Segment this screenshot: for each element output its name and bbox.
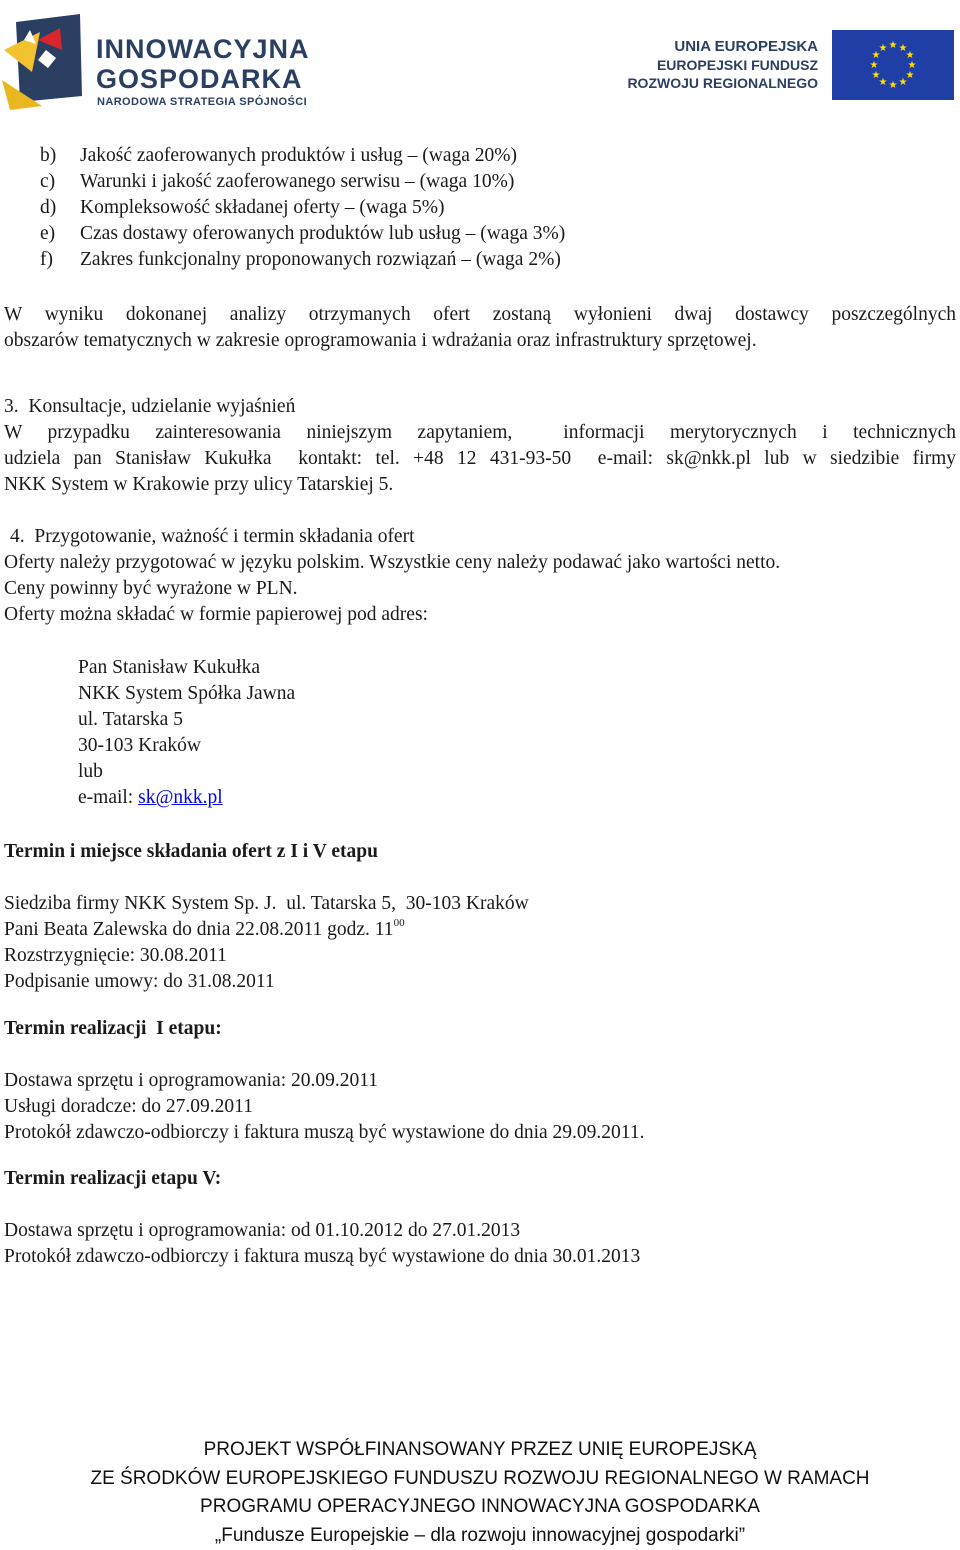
address-name: Pan Stanisław Kukułka xyxy=(78,655,260,681)
svg-text:★: ★ xyxy=(870,60,879,71)
svg-text:★: ★ xyxy=(906,50,915,61)
deadline-line4: Podpisanie umowy: do 31.08.2011 xyxy=(4,969,275,995)
svg-text:★: ★ xyxy=(889,40,898,51)
svg-text:★: ★ xyxy=(899,77,908,88)
criteria-text: Zakres funkcjonalny proponowanych rozwiązań – (waga 2%) xyxy=(80,249,561,270)
address-email-row xyxy=(78,785,223,811)
analysis-line1: W wyniku dokonanej analizy otrzymanych ofert zostaną wyłonieni dwaj dostawcy poszczególnych xyxy=(4,302,956,328)
criteria-letter: e) xyxy=(40,223,80,245)
logo-ig-line2: GOSPODARKA xyxy=(96,64,303,95)
innowacyjna-gospodarka-logo xyxy=(2,10,342,110)
address-or: lub xyxy=(78,759,103,785)
criteria-item-f xyxy=(40,249,561,271)
section3-line1: W przypadku zainteresowania niniejszym zapytaniem, informacji merytorycznych i technicznych xyxy=(4,420,956,446)
svg-text:★: ★ xyxy=(908,60,917,71)
innowacyjna-gospodarka-emblem-icon xyxy=(2,10,88,110)
section4-line2: Ceny powinny być wyrażone w PLN. xyxy=(4,576,298,602)
deadline-line3: Rozstrzygnięcie: 30.08.2011 xyxy=(4,943,227,969)
criteria-text: Jakość zaoferowanych produktów i usług – (waga 20%) xyxy=(80,145,517,166)
analysis-line2: obszarów tematycznych w zakresie oprogramowania i wdrażania oraz infrastruktury sprzętowej. xyxy=(4,328,757,354)
criteria-letter: f) xyxy=(40,249,80,271)
stage1-line2: Usługi doradcze: do 27.09.2011 xyxy=(4,1094,253,1120)
criteria-item-d xyxy=(40,197,444,219)
footer-line1: PROJEKT WSPÓŁFINANSOWANY PRZEZ UNIĘ EUROPEJSKĄ xyxy=(0,1436,960,1465)
svg-text:★: ★ xyxy=(879,77,888,88)
deadline-line2-row xyxy=(4,917,405,943)
stage5-heading: Termin realizacji etapu V: xyxy=(4,1166,221,1192)
svg-text:★: ★ xyxy=(872,70,881,81)
svg-text:★: ★ xyxy=(889,80,898,91)
footer-line4: „Fundusze Europejskie – dla rozwoju innowacyjnej gospodarki” xyxy=(0,1522,960,1550)
footer-line2: ZE ŚRODKÓW EUROPEJSKIEGO FUNDUSZU ROZWOJU REGIONALNEGO W RAMACH xyxy=(0,1465,960,1494)
footer-line3: PROGRAMU OPERACYJNEGO INNOWACYJNA GOSPODARKA xyxy=(0,1493,960,1522)
svg-text:★: ★ xyxy=(872,50,881,61)
address-street: ul. Tatarska 5 xyxy=(78,707,183,733)
criteria-text: Czas dostawy oferowanych produktów lub usług – (waga 3%) xyxy=(80,223,565,244)
page-footer xyxy=(0,1436,960,1550)
deadline-line2-sup: 00 xyxy=(394,917,405,929)
criteria-item-c xyxy=(40,171,514,193)
section4-heading: 4. Przygotowanie, ważność i termin składania ofert xyxy=(10,524,415,550)
section4-line1: Oferty należy przygotować w języku polskim. Wszystkie ceny należy podawać jako wartości netto. xyxy=(4,550,780,576)
deadline-line1: Siedziba firmy NKK System Sp. J. ul. Tatarska 5, 30-103 Kraków xyxy=(4,891,529,917)
eu-logo-line2: EUROPEJSKI FUNDUSZ xyxy=(657,57,818,73)
address-company: NKK System Spółka Jawna xyxy=(78,681,295,707)
criteria-item-e xyxy=(40,223,565,245)
logo-ig-line1: INNOWACYJNA xyxy=(96,34,310,65)
eu-logo xyxy=(612,30,954,102)
section4-line3: Oferty można składać w formie papierowej pod adres: xyxy=(4,602,428,628)
stage1-heading: Termin realizacji I etapu: xyxy=(4,1016,222,1042)
logo-ig-line3: NARODOWA STRATEGIA SPÓJNOŚCI xyxy=(97,96,307,108)
svg-text:★: ★ xyxy=(899,43,908,54)
eu-logo-line1: UNIA EUROPEJSKA xyxy=(674,38,818,55)
criteria-text: Kompleksowość składanej oferty – (waga 5%) xyxy=(80,197,444,218)
section3-heading: 3. Konsultacje, udzielanie wyjaśnień xyxy=(4,394,295,420)
deadline-heading: Termin i miejsce składania ofert z I i V etapu xyxy=(4,839,378,865)
eu-logo-line3: ROZWOJU REGIONALNEGO xyxy=(627,75,818,91)
address-city: 30-103 Kraków xyxy=(78,733,201,759)
criteria-text: Warunki i jakość zaoferowanego serwisu – (waga 10%) xyxy=(80,171,514,192)
criteria-letter: c) xyxy=(40,171,80,193)
section3-line3: NKK System w Krakowie przy ulicy Tatarskiej 5. xyxy=(4,472,393,498)
stage5-line1: Dostawa sprzętu i oprogramowania: od 01.10.2012 do 27.01.2013 xyxy=(4,1218,520,1244)
criteria-letter: d) xyxy=(40,197,80,219)
section3-line2: udziela pan Stanisław Kukułka kontakt: tel. +48 12 431-93-50 e-mail: sk@nkk.pl lub w siedzibie firmy xyxy=(4,446,956,472)
stage1-line3: Protokół zdawczo-odbiorczy i faktura muszą być wystawione do dnia 29.09.2011. xyxy=(4,1120,644,1146)
svg-text:★: ★ xyxy=(906,70,915,81)
stage5-line2: Protokół zdawczo-odbiorczy i faktura muszą być wystawione do dnia 30.01.2013 xyxy=(4,1244,640,1270)
criteria-item-b xyxy=(40,145,517,167)
svg-text:★: ★ xyxy=(879,43,888,54)
criteria-letter: b) xyxy=(40,145,80,167)
email-link[interactable]: sk@nkk.pl xyxy=(138,787,223,808)
stage1-line1: Dostawa sprzętu i oprogramowania: 20.09.2011 xyxy=(4,1068,378,1094)
eu-flag-icon xyxy=(832,30,954,100)
deadline-line2: Pani Beata Zalewska do dnia 22.08.2011 godz. 11 xyxy=(4,919,394,940)
address-email-label: e-mail: xyxy=(78,787,138,808)
